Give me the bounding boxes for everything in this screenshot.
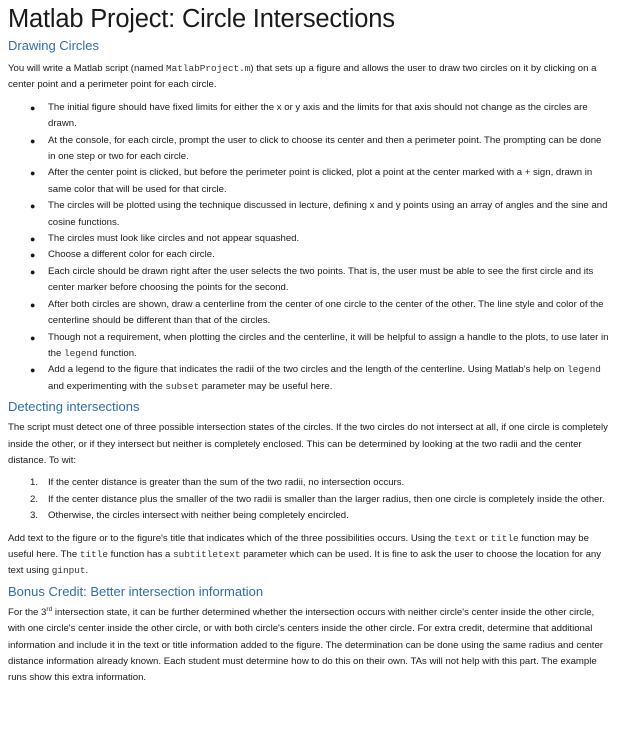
list-item bbox=[8, 508, 610, 524]
list-item-text: Each circle should be drawn right after the user selects the two points. That is, the user must be able to see the first circle and its center marker before choosing the points for the second. bbox=[48, 265, 594, 294]
list-item bbox=[8, 165, 610, 198]
list-item-text: and experimenting with the bbox=[48, 380, 166, 392]
list-item bbox=[8, 198, 610, 231]
paragraph-text: intersection state, it can be further determined whether the intersection occurs with neither circle's center inside the other circle, with one circle's center inside the other circle, or with both circle's centers inside the other circle. For extra credit, determine that additional information and include it in the text or title information added to the figure. The determination can be done using the same radius and center distance information already known. Each student must determine how to do this on their own. TAs will not help with this part. The example runs show this extra information. bbox=[8, 606, 603, 684]
code-legend: legend bbox=[567, 364, 601, 376]
bullet-icon: ● bbox=[30, 332, 36, 343]
bullet-icon: ● bbox=[30, 201, 36, 212]
paragraph-text: . bbox=[85, 565, 89, 577]
bullet-icon: ● bbox=[30, 266, 36, 277]
list-item bbox=[8, 492, 610, 508]
list-item-text: Choose a different color for each circle. bbox=[48, 249, 215, 261]
paragraph-bonus bbox=[8, 605, 610, 687]
list-item-text: function. bbox=[97, 347, 137, 359]
list-item bbox=[8, 247, 610, 263]
paragraph-text: or bbox=[476, 532, 491, 544]
page-title: Matlab Project: Circle Intersections bbox=[8, 5, 395, 33]
paragraph-text: function may be useful here. The bbox=[8, 532, 589, 560]
list-item-text: If the center distance plus the smaller of the two radii is smaller than the larger radius, then one circle is completely inside the other. bbox=[48, 493, 605, 505]
heading-detecting-intersections: Detecting intersections bbox=[8, 399, 140, 415]
bullet-icon: ● bbox=[30, 365, 36, 376]
list-number: 1. bbox=[30, 477, 39, 489]
paragraph-add-text bbox=[8, 531, 610, 580]
bullet-icon: ● bbox=[30, 102, 36, 113]
paragraph-intro bbox=[8, 61, 610, 94]
code-subtitletext: subtitletext bbox=[173, 548, 241, 560]
list-item-text: After the center point is clicked, but before the perimeter point is clicked, plot a point at the center marked with a + sign, drawn in same color that will be used for that circle. bbox=[48, 167, 593, 195]
intro-text-a: You will write a Matlab script (named bbox=[8, 63, 167, 74]
list-item-text: After both circles are shown, draw a centerline from the center of one circle to the center of the other. The line style and color of the centerline should be different than that of the circles. bbox=[48, 298, 604, 327]
superscript-rd: rd bbox=[46, 605, 53, 613]
code-filename: MatlabProject.m bbox=[166, 63, 251, 74]
intersection-states-list bbox=[8, 475, 610, 524]
list-item-text: parameter may be useful here. bbox=[199, 380, 333, 392]
list-number: 3. bbox=[30, 510, 39, 522]
list-item bbox=[8, 133, 610, 166]
code-title: title bbox=[490, 532, 519, 544]
heading-bonus-credit: Bonus Credit: Better intersection information bbox=[8, 583, 264, 599]
list-item bbox=[8, 362, 610, 395]
paragraph-text: function has a bbox=[107, 548, 174, 560]
paragraph-detection-intro: The script must detect one of three possible intersection states of the circles. If the two circles do not intersect at all, if one circle is completely inside the other, or if they intersect but neither is completely enclosed. This can be determined by looking at the two radii and the center distance. To wit: bbox=[8, 422, 608, 466]
code-ginput: ginput bbox=[51, 565, 86, 577]
bullet-icon: ● bbox=[30, 250, 36, 261]
list-item-text: If the center distance is greater than the sum of the two radii, no intersection occurs. bbox=[48, 477, 405, 489]
paragraph-text: Add text to the figure or to the figure's title that indicates which of the three possibilities occurs. Using the bbox=[8, 532, 455, 544]
paragraph-text: parameter which can be used. It is fine to ask the user to choose the location for any text using bbox=[8, 548, 602, 577]
list-item bbox=[8, 330, 610, 363]
list-item-text: The circles will be plotted using the technique discussed in lecture, defining x and y points using an array of angles and the sine and cosine functions. bbox=[48, 200, 608, 228]
list-item-text: At the console, for each circle, prompt the user to click to choose its center and then a perimeter point. The prompting can be done in one step or two for each circle. bbox=[48, 134, 602, 163]
list-item-text: Otherwise, the circles intersect with neither being completely encircled. bbox=[48, 510, 349, 522]
list-item bbox=[8, 100, 610, 133]
list-number: 2. bbox=[30, 493, 39, 505]
list-item bbox=[8, 231, 610, 247]
bullet-icon: ● bbox=[30, 299, 36, 310]
heading-drawing-circles: Drawing Circles bbox=[8, 38, 100, 53]
code-subset: subset bbox=[165, 380, 200, 392]
code-legend: legend bbox=[64, 347, 98, 359]
bullet-icon: ● bbox=[30, 234, 36, 245]
code-title: title bbox=[79, 548, 108, 560]
list-item-text: Though not a requirement, when plotting the circles and the centerline, it will be helpful to assign a handle to the plots, to use later in the bbox=[48, 331, 609, 359]
bullet-icon: ● bbox=[30, 135, 36, 146]
list-item bbox=[8, 264, 610, 297]
bullet-icon: ● bbox=[30, 168, 36, 179]
requirements-list bbox=[8, 100, 610, 395]
code-text: text bbox=[454, 532, 477, 544]
list-item-text: Add a legend to the figure that indicates the radii of the two circles and the length of the centerline. Using Matlab's help on bbox=[48, 364, 568, 376]
intro-text-b: ) that sets up a figure and allows the user to draw two circles on it by clicking on a center point and a perimeter point for each circle. bbox=[8, 63, 597, 91]
list-item bbox=[8, 297, 610, 330]
paragraph-text: For the 3 bbox=[8, 606, 47, 618]
list-item bbox=[8, 475, 610, 491]
list-item-text: The initial figure should have fixed limits for either the x or y axis and the limits for that axis should not change as the circles are drawn. bbox=[48, 101, 588, 130]
list-item-text: The circles must look like circles and not appear squashed. bbox=[48, 233, 300, 245]
